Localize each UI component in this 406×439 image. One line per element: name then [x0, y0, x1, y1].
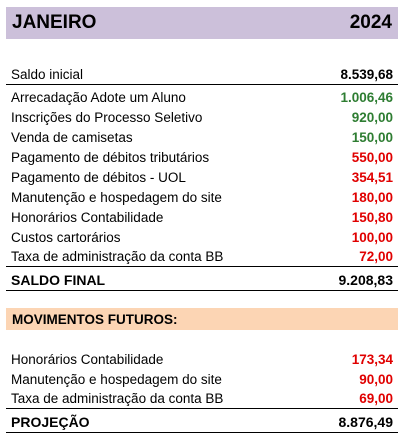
transaction-row — [6, 247, 398, 267]
opening-balance-label: Saldo inicial — [11, 67, 84, 82]
future-value: 90,00 — [359, 371, 393, 387]
transaction-label: Honorários Contabilidade — [11, 209, 164, 225]
year-title: 2024 — [349, 12, 392, 33]
transaction-label: Custos cartorários — [11, 229, 121, 245]
transaction-label: Taxa de administração da conta BB — [11, 249, 224, 264]
future-value: 173,34 — [351, 351, 393, 367]
transaction-row — [6, 107, 398, 127]
transaction-row — [6, 207, 398, 227]
transaction-value: 180,00 — [351, 189, 393, 205]
transaction-value: 150,80 — [351, 209, 393, 225]
transaction-row — [6, 87, 398, 107]
month-title: JANEIRO — [12, 12, 97, 33]
transaction-value: 550,00 — [351, 149, 393, 165]
transaction-value: 100,00 — [351, 229, 393, 245]
future-label: Manutenção e hospedagem do site — [11, 371, 222, 387]
projection-value: 8.876,49 — [338, 413, 393, 430]
transaction-label: Venda de camisetas — [11, 129, 133, 145]
future-label: Taxa de administração da conta BB — [11, 391, 224, 406]
opening-balance-value: 8.539,68 — [340, 67, 393, 82]
future-label: Honorários Contabilidade — [11, 351, 164, 367]
transaction-value: 920,00 — [351, 109, 393, 125]
transaction-value: 72,00 — [359, 249, 393, 264]
transaction-label: Pagamento de débitos tributários — [11, 149, 210, 165]
transaction-value: 1.006,46 — [340, 89, 393, 105]
projection-row — [6, 411, 398, 433]
future-row — [6, 369, 398, 389]
report-header — [6, 7, 398, 39]
transaction-row — [6, 187, 398, 207]
future-movements-header — [6, 308, 398, 330]
final-balance-label: SALDO FINAL — [11, 271, 106, 288]
transaction-label: Inscrições do Processo Seletivo — [11, 109, 203, 125]
transaction-value: 150,00 — [351, 129, 393, 145]
projection-label: PROJEÇÃO — [11, 413, 90, 430]
future-row — [6, 349, 398, 369]
future-row — [6, 389, 398, 409]
transaction-label: Arrecadação Adote um Aluno — [11, 89, 186, 105]
opening-balance-row — [6, 65, 398, 85]
transaction-row — [6, 127, 398, 147]
transaction-row — [6, 147, 398, 167]
future-value: 69,00 — [359, 391, 393, 406]
transaction-label: Pagamento de débitos - UOL — [11, 169, 186, 185]
final-balance-row — [6, 269, 398, 291]
transaction-value: 354,51 — [351, 169, 393, 185]
transaction-row — [6, 227, 398, 247]
transaction-label: Manutenção e hospedagem do site — [11, 189, 222, 205]
transaction-row — [6, 167, 398, 187]
final-balance-value: 9.208,83 — [338, 271, 393, 288]
future-movements-title: MOVIMENTOS FUTUROS: — [12, 311, 178, 327]
